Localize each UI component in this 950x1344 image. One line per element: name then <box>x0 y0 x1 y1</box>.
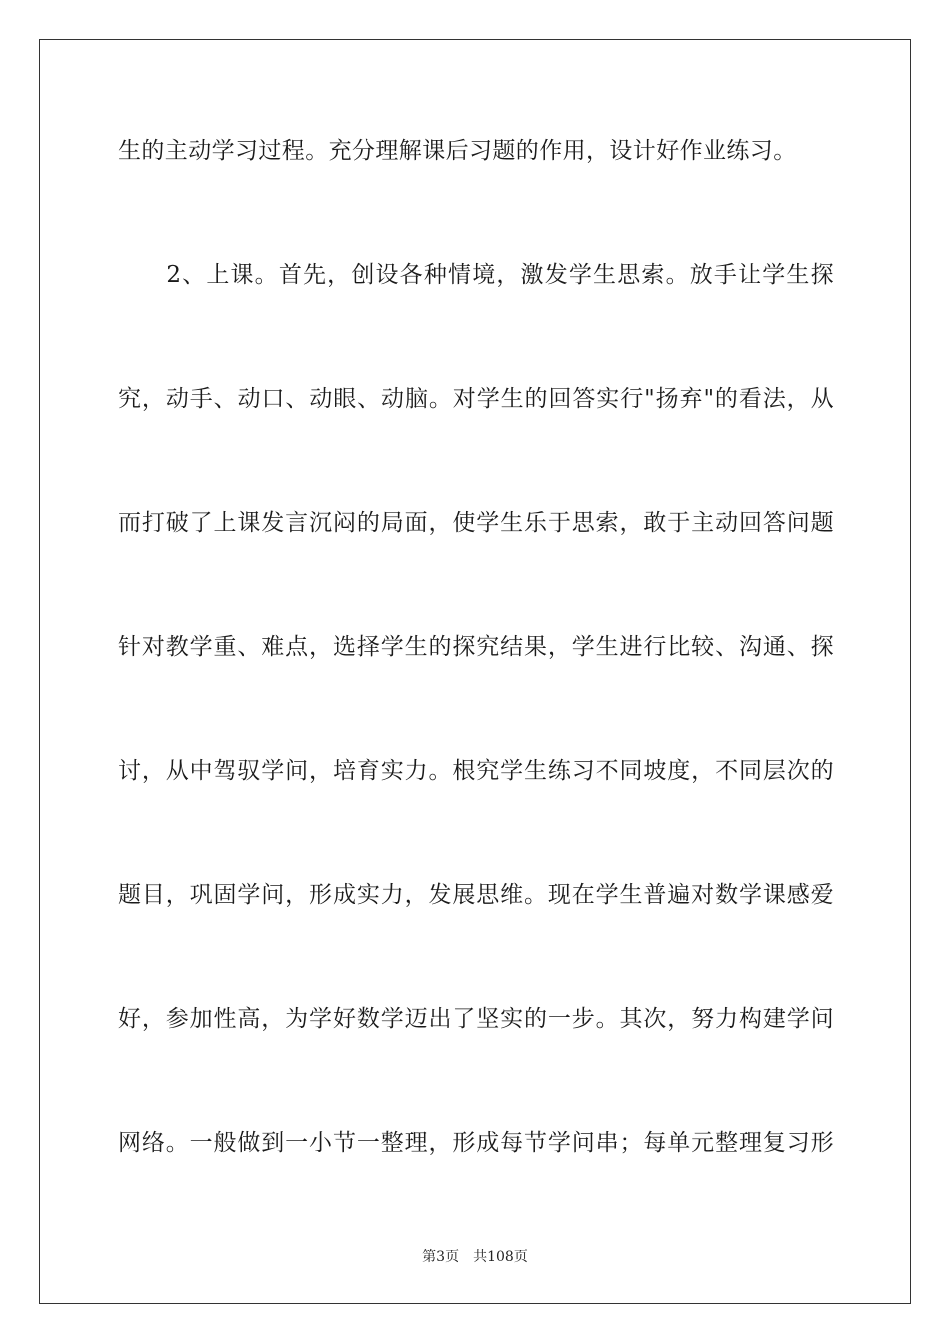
page-border <box>39 39 911 1304</box>
page-number: 第3页 <box>422 1249 460 1265</box>
page-total: 共108页 <box>473 1249 528 1265</box>
body-text-line-8: 好，参加性高，为学好数学迈出了坚实的一步。其次，努力构建学问 <box>118 1006 834 1032</box>
body-text-line-4: 而打破了上课发言沉闷的局面，使学生乐于思索，敢于主动回答问题 <box>118 510 834 536</box>
body-text-line-9: 网络。一般做到一小节一整理，形成每节学问串；每单元整理复习形 <box>118 1130 834 1156</box>
body-text-line-3: 究，动手、动口、动眼、动脑。对学生的回答实行"扬弃"的看法，从 <box>118 386 834 412</box>
body-text-line-1: 生的主动学习过程。充分理解课后习题的作用，设计好作业练习。 <box>118 138 797 164</box>
body-text-line-6: 讨，从中驾驭学问，培育实力。根究学生练习不同坡度，不同层次的 <box>118 758 834 784</box>
body-text-line-5: 针对教学重、难点，选择学生的探究结果，学生进行比较、沟通、探 <box>118 634 834 660</box>
page-footer <box>0 1248 950 1266</box>
body-text-line-2: 2、上课。首先，创设各种情境，激发学生思索。放手让学生探 <box>118 262 834 288</box>
body-text-line-7: 题目，巩固学问，形成实力，发展思维。现在学生普遍对数学课感爱 <box>118 882 834 908</box>
